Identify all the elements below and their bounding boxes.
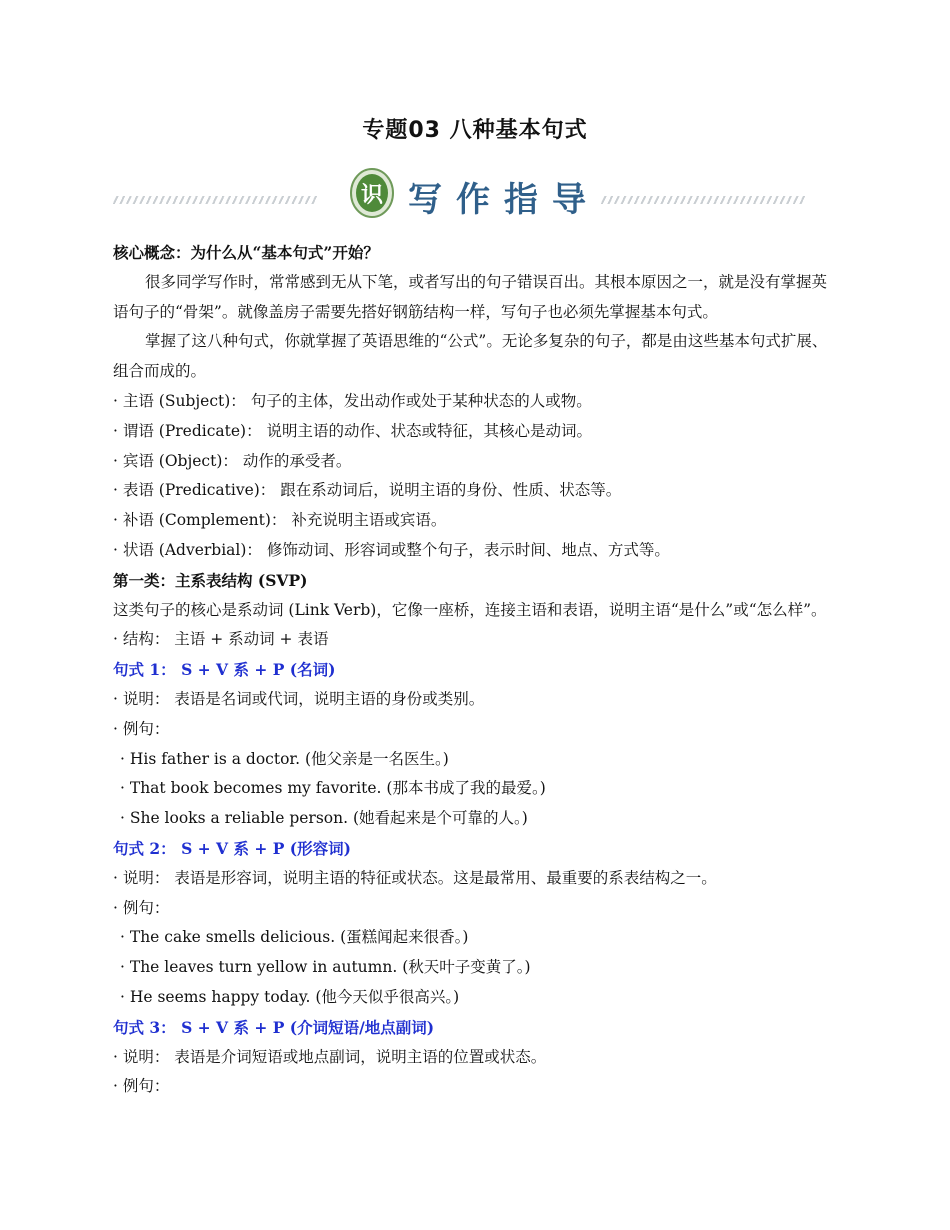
- pattern-3-examples-label: · 例句：: [113, 1077, 170, 1096]
- banner-hatch-right: [600, 196, 805, 204]
- term-adverbial: · 状语 (Adverbial)： 修饰动词、形容词或整个句子，表示时间、地点、方式等。: [113, 540, 670, 559]
- structure-line: · 结构： 主语 + 系动词 + 表语: [113, 630, 329, 649]
- page-title: 专题03 八种基本句式: [362, 118, 588, 143]
- term-subject: · 主语 (Subject)： 句子的主体，发出动作或处于某种状态的人或物。: [113, 391, 592, 410]
- pattern-1-examples-label: · 例句：: [113, 719, 170, 738]
- core-heading: 核心概念：为什么从“基本句式”开始？: [113, 243, 379, 262]
- pattern-2-explain: · 说明： 表语是形容词，说明主语的特征或状态。这是最常用、最重要的系表结构之一。: [113, 868, 717, 887]
- badge-icon: [348, 166, 396, 220]
- core-paragraph-1: 很多同学写作时，常常感到无从下笔，或者写出的句子错误百出。其根本原因之一，就是没有掌握英语句子的“骨架”。就像盖房子需要先搭好钢筋结构一样，写句子也必须先掌握基本句式。: [113, 272, 828, 321]
- term-predicative: · 表语 (Predicative)： 跟在系动词后，说明主语的身份、性质、状态等。: [113, 481, 622, 500]
- pattern-1-explain: · 说明： 表语是名词或代词，说明主语的身份或类别。: [113, 689, 485, 708]
- category-intro: 这类句子的核心是系动词 (Link Verb)，它像一座桥，连接主语和表语，说明主语“是什么”或“怎么样”。: [113, 600, 827, 619]
- example-line: · His father is a doctor. (他父亲是一名医生。): [120, 749, 449, 768]
- pattern-3-explain: · 说明： 表语是介词短语或地点副词，说明主语的位置或状态。: [113, 1047, 547, 1066]
- category-heading: 第一类：主系表结构 (SVP): [113, 570, 308, 590]
- term-complement: · 补语 (Complement)： 补充说明主语或宾语。: [113, 511, 447, 530]
- pattern-2-label: 句式 2： S + V 系 + P (形容词): [113, 838, 351, 858]
- example-line: · The leaves turn yellow in autumn. (秋天叶子变黄了。): [120, 958, 531, 977]
- example-line: · That book becomes my favorite. (那本书成了我的最爱。): [120, 779, 546, 798]
- banner-text: 写作指导: [408, 180, 600, 220]
- term-object: · 宾语 (Object)： 动作的承受者。: [113, 451, 352, 470]
- term-predicate: · 谓语 (Predicate)： 说明主语的动作、状态或特征，其核心是动词。: [113, 421, 593, 440]
- badge-char: 识: [360, 183, 384, 208]
- pattern-2-examples-label: · 例句：: [113, 898, 170, 917]
- example-line: · The cake smells delicious. (蛋糕闻起来很香。): [120, 928, 469, 947]
- section-banner: [112, 160, 812, 230]
- core-paragraph-2: 掌握了这八种句式，你就掌握了英语思维的“公式”。无论多复杂的句子，都是由这些基本句式扩展、组合而成的。: [113, 332, 828, 381]
- banner-hatch-left: [112, 196, 317, 204]
- example-line: · He seems happy today. (他今天似乎很高兴。): [120, 987, 460, 1006]
- content-body: [113, 238, 833, 1102]
- example-line: · She looks a reliable person. (她看起来是个可靠的人。): [120, 809, 528, 828]
- pattern-3-label: 句式 3： S + V 系 + P (介词短语/地点副词): [113, 1017, 435, 1037]
- pattern-1-label: 句式 1： S + V 系 + P (名词): [113, 660, 336, 680]
